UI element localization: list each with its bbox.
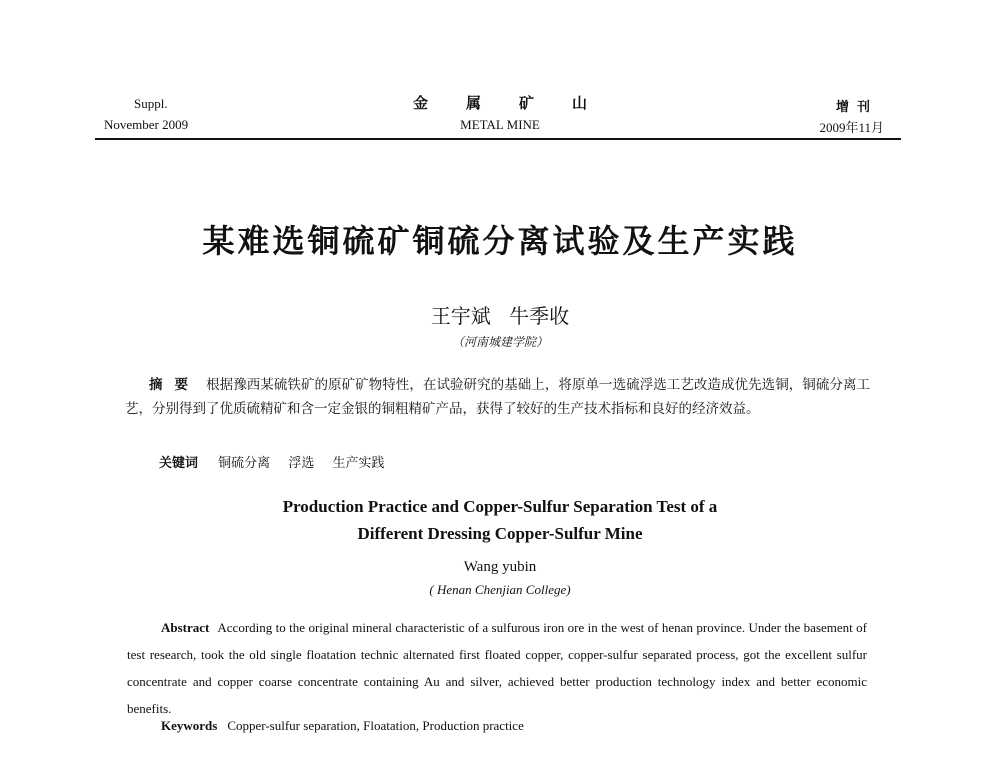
keyword-cn-1: 铜硫分离 [218,456,271,471]
keyword-cn-2: 浮选 [288,456,315,471]
abstract-text-en: According to the original mineral characteristic of a sulfurous iron ore in the west of henan province. Under the basement of test research, took the old single floatation technic alternated first floated copper, copper-sulfur separated process, got the excellent sulfur concentrate and copper coarse concentrate containing Au and silver, achieved better production technology index and better economic benefits. [127,620,867,716]
keyword-cn-3: 生产实践 [332,456,385,471]
authors-cn: 王宇斌 牛季收 [430,304,570,328]
author-en: Wang yubin [463,559,537,575]
abstract-label-cn: 摘要 [149,377,201,393]
abstract-cn [125,373,870,421]
header-journal-cn: 金属矿山 [412,96,625,112]
header-rule [95,138,901,140]
affiliation-cn: （河南城建学院） [451,335,548,349]
header-supplement: Suppl. [134,96,168,111]
keywords-en [161,718,524,734]
paper-title-en-line1: Production Practice and Copper-Sulfur Separation Test of a [282,497,718,516]
header-date-cn: 2009年11月 [819,120,884,135]
keywords-label-en: Keywords [161,718,218,733]
keywords-cn [159,452,398,471]
abstract-en [127,614,867,722]
abstract-text-cn: 根据豫西某硫铁矿的原矿矿物特性，在试验研究的基础上，将原单一选硫浮选工艺改造成优先选铜，铜硫分离工艺，分别得到了优质硫精矿和含一定金银的铜粗精矿产品，获得了较好的生产技术指标和良好的经济效益。 [125,377,871,417]
header-supplement-cn: 增刊 [835,99,878,114]
header-journal-en: METAL MINE [460,117,540,132]
paper-title-en [0,493,1000,547]
paper-title-cn: 某难选铜硫矿铜硫分离试验及生产实践 [202,222,798,260]
abstract-label-en: Abstract [161,620,210,635]
keywords-text-en: Copper-sulfur separation, Floatation, Production practice [227,718,524,733]
header-date-en: November 2009 [104,117,189,132]
paper-title-en-line2: Different Dressing Copper-Sulfur Mine [357,524,643,543]
affiliation-en: ( Henan Chenjian College) [429,582,571,597]
keywords-label-cn: 关键词 [159,456,199,471]
